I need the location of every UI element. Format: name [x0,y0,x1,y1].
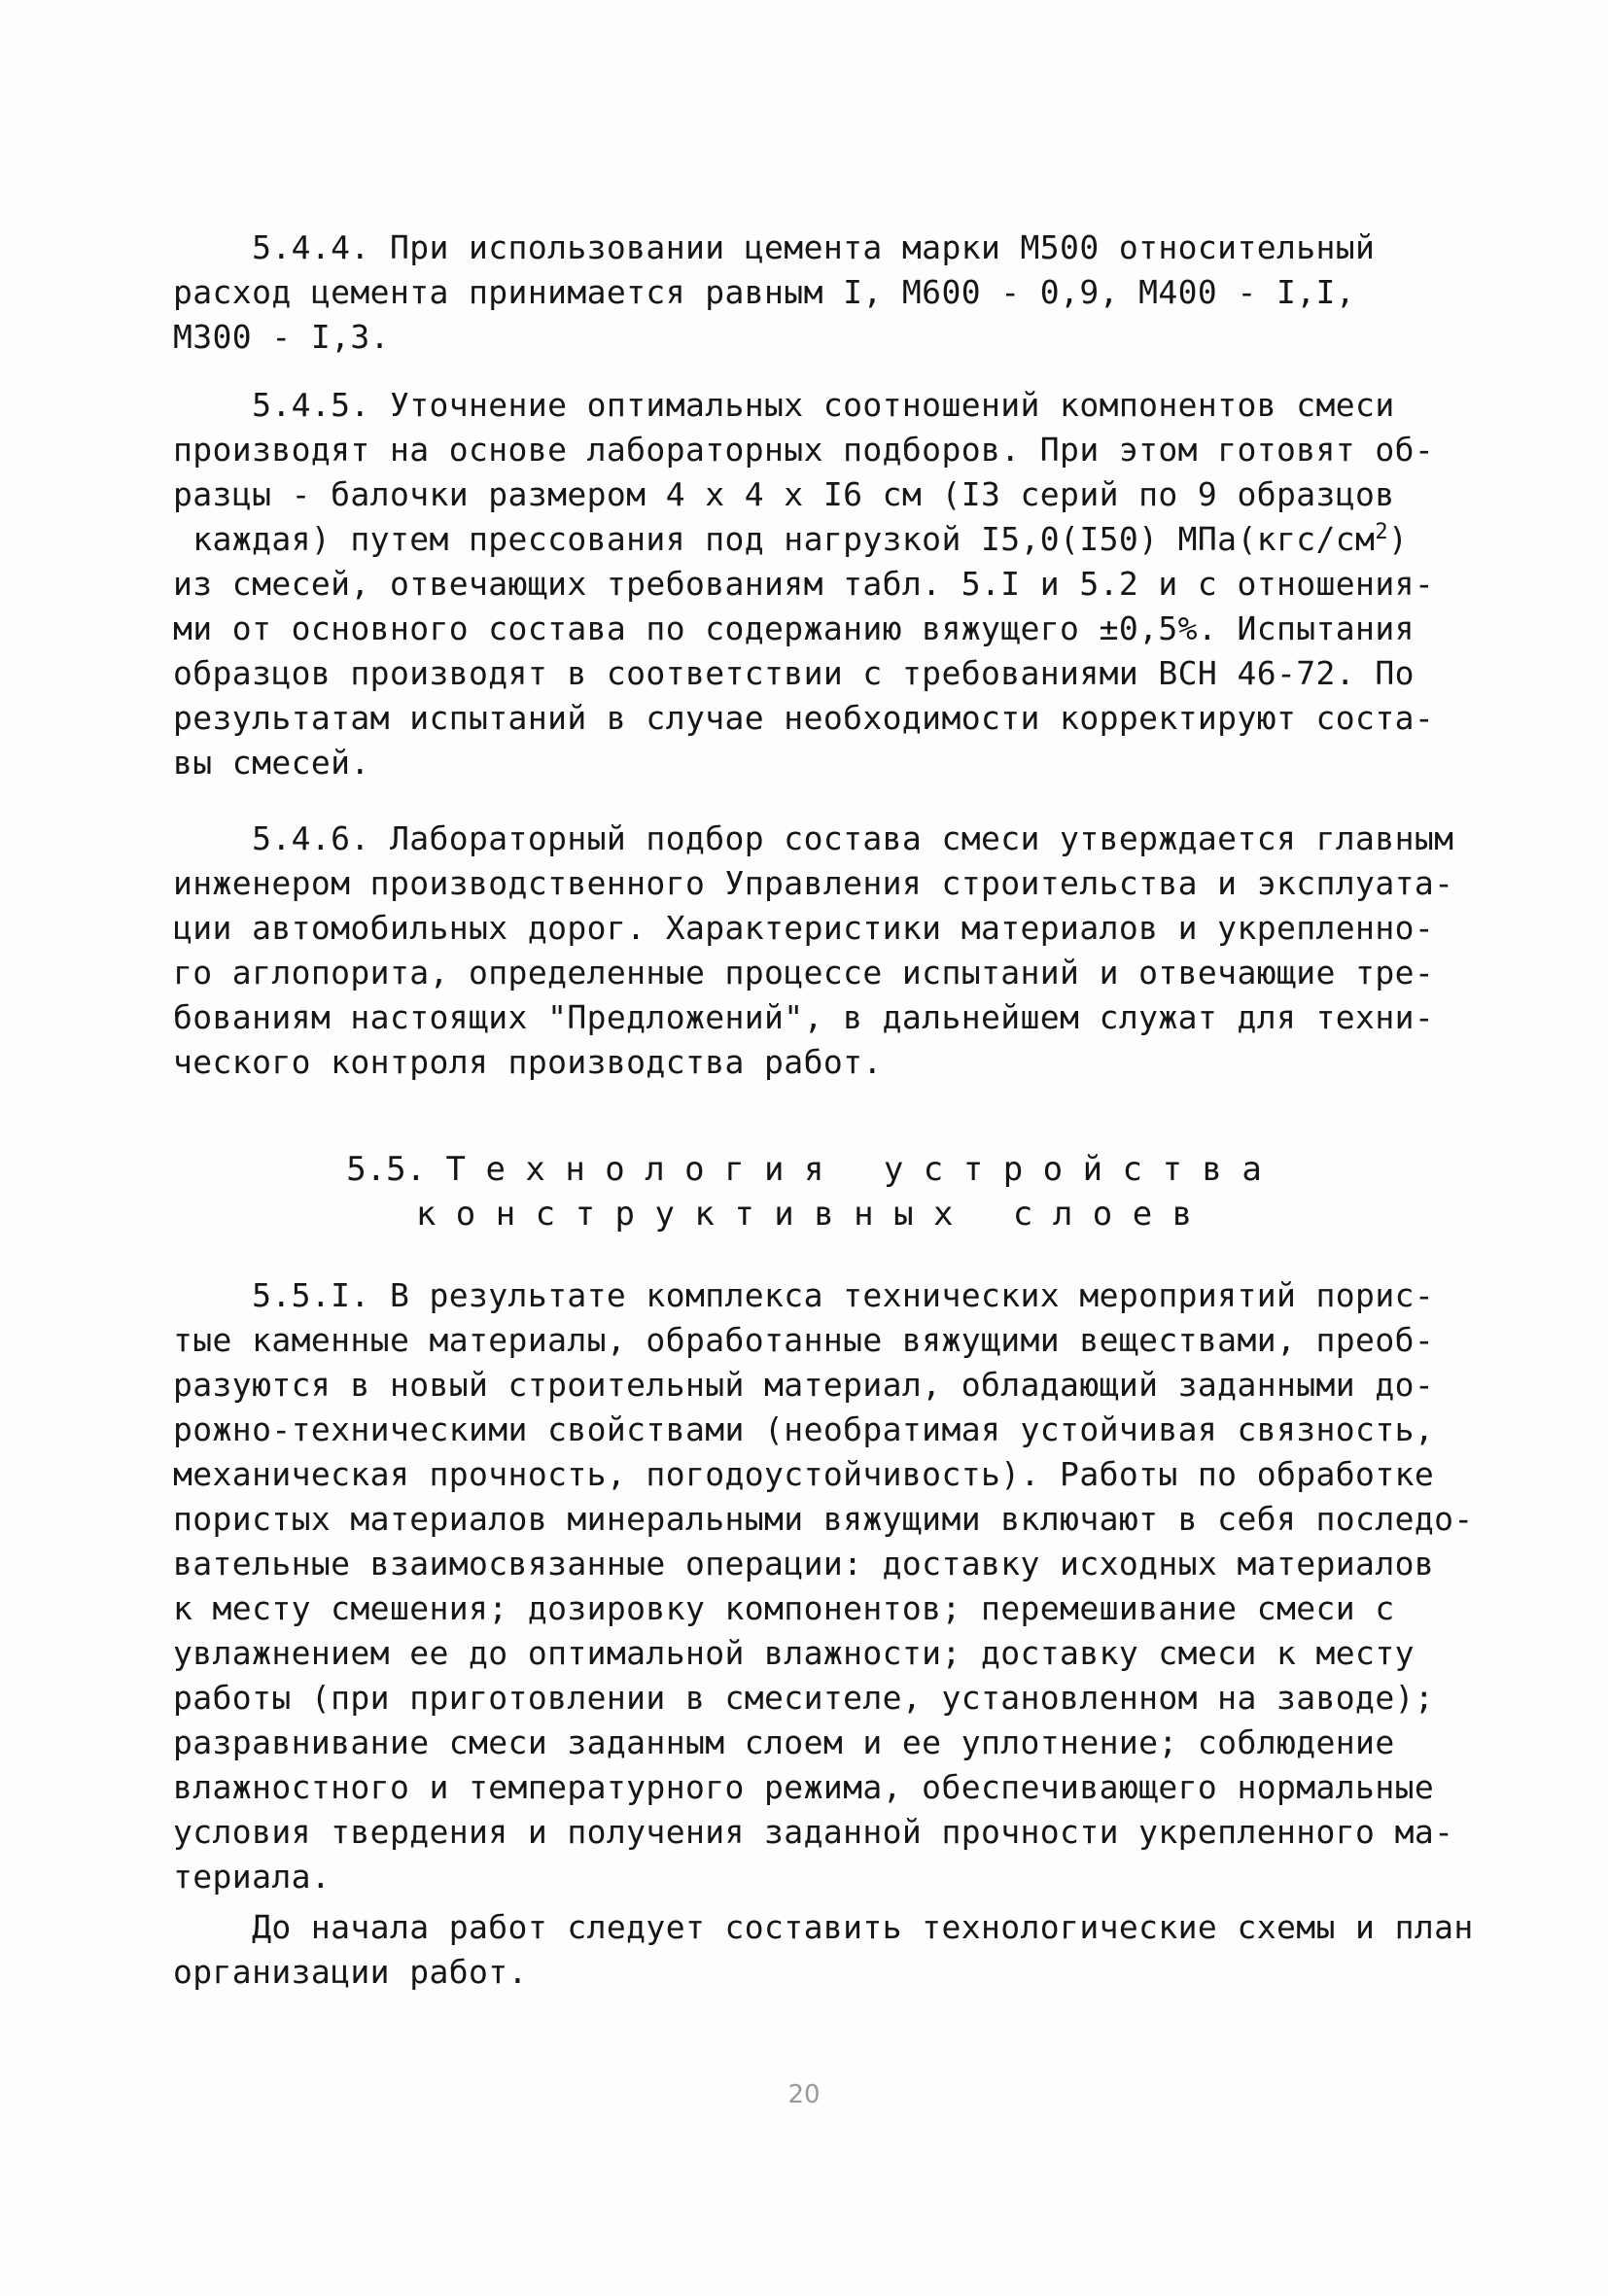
page-number: 20 [787,2080,821,2109]
text-line: рожно-техническими свойствами (необратимая устойчивая связность, [173,1410,1435,1448]
text-line: До начала работ следует составить технологические схемы и план [173,1908,1474,1946]
section-heading-line-2: к о н с т р у к т и в н ы х с л о е в [415,1195,1193,1234]
text-line: результатам испытаний в случае необходимости корректируют соста- [173,699,1435,737]
text-line: ции автомобильных дорог. Характеристики материалов и укрепленно- [173,909,1435,947]
text-line: производят на основе лабораторных подборов. При этом готовят об- [173,431,1435,469]
text-line: 5.5.I. В результате комплекса технических мероприятий порис- [173,1276,1435,1314]
text-line: тые каменные материалы, обработанные вяжущими веществами, преоб- [173,1321,1435,1359]
text-line: влажностного и температурного режима, обеспечивающего нормальные [173,1768,1435,1806]
text-line: организации работ. [173,1953,528,1991]
text-line: бованиям настоящих "Предложений", в дальнейшем служат для техни- [173,998,1435,1036]
text-line: вы смесей. [173,744,370,782]
text-line: механическая прочность, погодоустойчивость). Работы по обработке [173,1455,1435,1493]
text-line: 5.4.6. Лабораторный подбор состава смеси утверждается главным [173,819,1454,857]
text-line: териала. [173,1858,332,1896]
text-line: расход цемента принимается равным I, М600 - 0,9, М400 - I,I, [173,273,1356,311]
text-line: го аглопорита, определенные процессе испытаний и отвечающие тре- [173,954,1435,991]
text-line: к месту смешения; дозировку компонентов; перемешивание смеси с [173,1589,1395,1627]
section-heading-line-1: 5.5. Т е х н о л о г и я у с т р о й с т в а [346,1150,1262,1189]
text-line: пористых материалов минеральными вяжущими включают в себя последо- [173,1500,1474,1538]
text-line: условия твердения и получения заданной прочности укрепленного ма- [173,1813,1454,1851]
text-line: разцы - балочки размером 4 х 4 х I6 см (I3 серий по 9 образцов [173,475,1395,513]
text-line-tail: ) [1387,520,1409,558]
superscript: 2 [1375,520,1388,544]
text-line: разуются в новый строительный материал, обладающий заданными до- [173,1366,1435,1404]
text-line: 5.4.5. Уточнение оптимальных соотношений компонентов смеси [173,386,1395,424]
text-line: вательные взаимосвязанные операции: доставку исходных материалов [173,1545,1435,1583]
text-line: из смесей, отвечающих требованиям табл. 5.I и 5.2 и с отношения- [173,565,1435,603]
text-line-with-superscript [173,517,1408,562]
text-line: 5.4.4. При использовании цемента марки М500 относительный [173,228,1376,266]
text-line: разравнивание смеси заданным слоем и ее уплотнение; соблюдение [173,1723,1395,1761]
text-line: ческого контроля производства работ. [173,1043,883,1081]
text-line-part: каждая) путем прессования под нагрузкой I5,0(I50) МПа(кгс/см [173,520,1376,558]
text-line: образцов производят в соответствии с требованиями ВСН 46-72. По [173,654,1415,692]
text-line: работы (при приготовлении в смесителе, установленном на заводе); [173,1679,1435,1717]
text-line: ми от основного состава по содержанию вяжущего ±0,5%. Испытания [173,609,1415,647]
text-line: увлажнением ее до оптимальной влажности; доставку смеси к месту [173,1634,1415,1672]
text-line: М300 - I,3. [173,318,390,356]
text-line: инженером производственного Управления строительства и эксплуата- [173,864,1454,902]
